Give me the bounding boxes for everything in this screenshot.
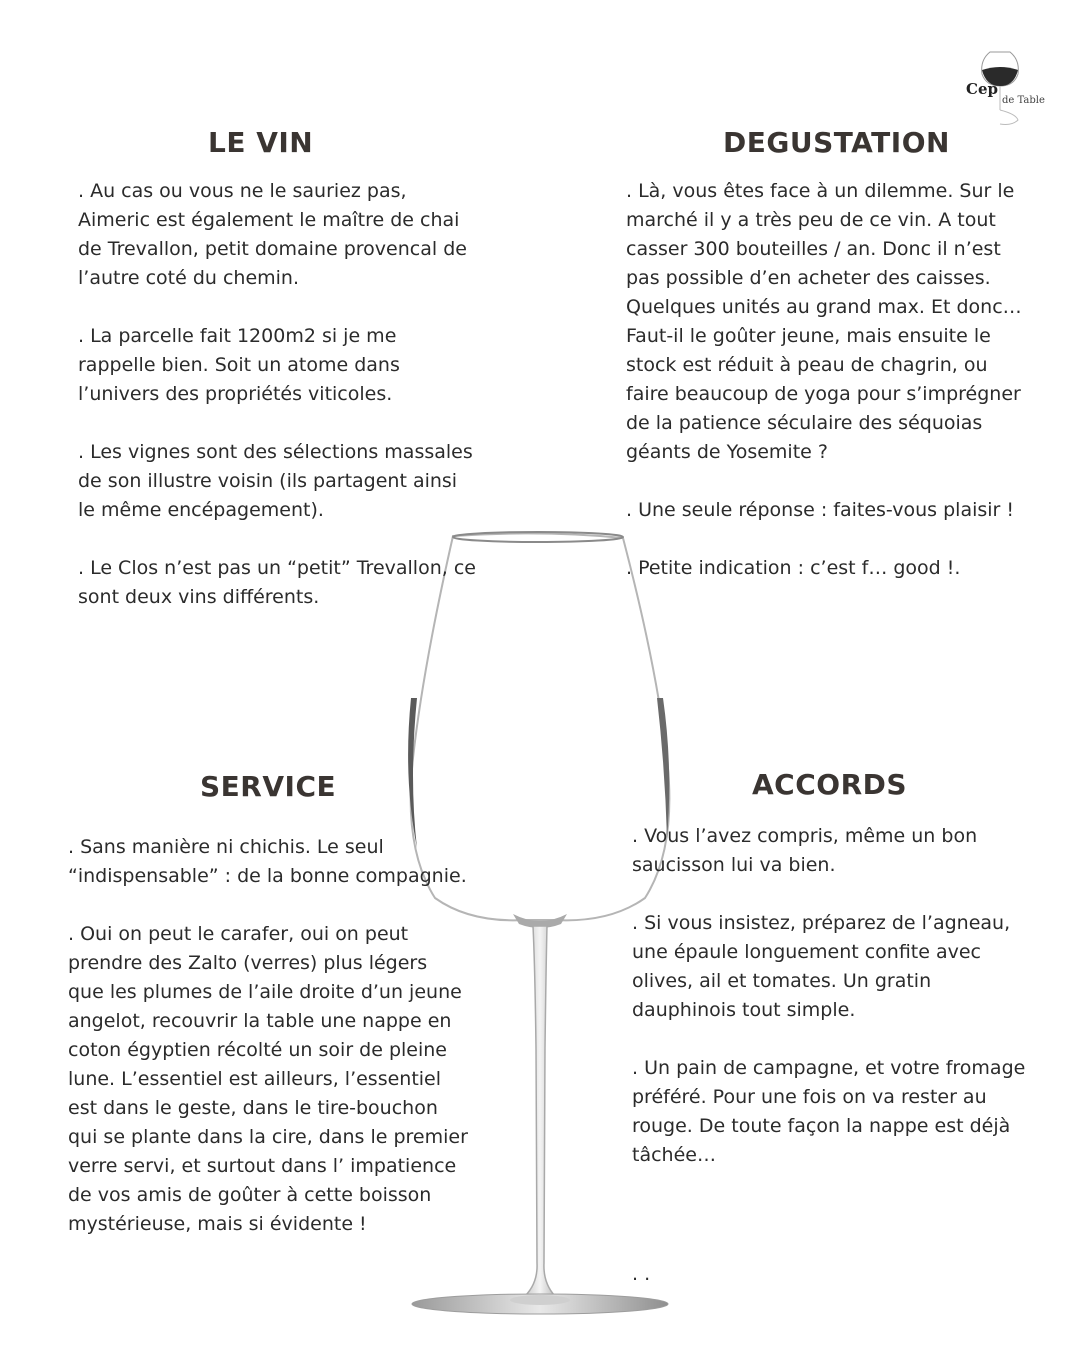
le-vin-paragraph: . Les vignes sont des sélections massales de son illustre voisin (ils partagent ainsi le même encépagement). xyxy=(78,441,473,521)
le-vin-paragraph: . Au cas ou vous ne le sauriez pas, Aimeric est également le maître de chai de Trevallon, petit domaine provencal de l’autre coté du chemin. xyxy=(78,180,467,289)
heading-degustation: DEGUSTATION xyxy=(723,126,950,159)
accords-paragraph: . Un pain de campagne, et votre fromage préféré. Pour une fois on va rester au rouge. De toute façon la nappe est déjà tâchée… xyxy=(632,1057,1026,1166)
accords-text xyxy=(632,822,1032,1170)
accords-paragraph: . Si vous insistez, préparez de l’agneau, une épaule longuement confite avec olives, ail et tomates. Un gratin dauphinois tout simple. xyxy=(632,912,1011,1021)
le-vin-paragraph: . La parcelle fait 1200m2 si je me rappelle bien. Soit un atome dans l’univers des propriétés viticoles. xyxy=(78,325,400,405)
accords-trailing-dots: . . xyxy=(632,1263,651,1285)
degustation-paragraph: . Une seule réponse : faites-vous plaisir ! xyxy=(626,499,1015,521)
brand-logo xyxy=(962,48,1058,128)
logo-brand-sub: de Table xyxy=(1002,95,1045,106)
degustation-text xyxy=(626,177,1036,583)
degustation-paragraph: . Petite indication : c’est f… good !. xyxy=(626,557,961,579)
service-text xyxy=(68,833,468,1239)
service-paragraph: . Sans manière ni chichis. Le seul “indispensable” : de la bonne compagnie. xyxy=(68,836,467,887)
heading-accords: ACCORDS xyxy=(752,768,908,801)
heading-le-vin: LE VIN xyxy=(208,126,314,159)
service-paragraph: . Oui on peut le carafer, oui on peut prendre des Zalto (verres) plus légers que les plumes de l’aile droite d’un jeune angelot, recouvrir la table une nappe en coton égyptien récolté un soir de pleine lune. L’essentiel est ailleurs, l’essentiel est dans le geste, dans le tire-bouchon qui se plante dans la cire, dans le premier verre servi, et surtout dans l’ impatience de vos amis de goûter à cette boisson mystérieuse, mais si évidente ! xyxy=(68,923,468,1235)
accords-paragraph: . Vous l’avez compris, même un bon saucisson lui va bien. xyxy=(632,825,978,876)
le-vin-text xyxy=(78,177,478,612)
degustation-paragraph: . Là, vous êtes face à un dilemme. Sur le marché il y a très peu de ce vin. A tout casser 300 bouteilles / an. Donc il n’est pas possible d’en acheter des caisses. Quelques unités au grand max. Et donc… Faut-il le goûter jeune, mais ensuite le stock est réduit à peau de chagrin, ou faire beaucoup de yoga pour s’imprégner de la patience séculaire des séquoias géants de Yosemite ? xyxy=(626,180,1022,463)
heading-service: SERVICE xyxy=(200,770,337,803)
le-vin-paragraph: . Le Clos n’est pas un “petit” Trevallon, ce sont deux vins différents. xyxy=(78,557,476,608)
logo-brand-main: Cep xyxy=(966,80,998,98)
